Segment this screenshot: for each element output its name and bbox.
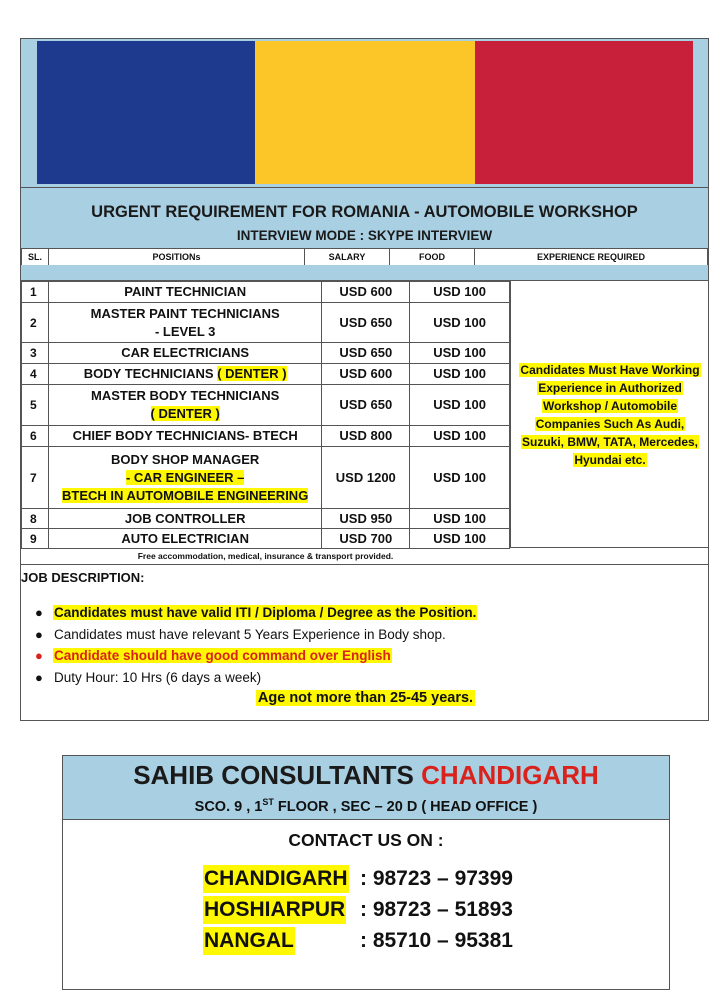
contact-number: : 98723 – 97399 xyxy=(360,867,513,890)
table-header xyxy=(21,248,708,266)
row-salary: USD 600 xyxy=(322,282,410,303)
row-sl: 4 xyxy=(22,364,49,385)
company-address xyxy=(63,797,669,815)
company-name xyxy=(63,760,669,791)
row-position xyxy=(48,364,321,385)
row-food: USD 100 xyxy=(410,447,510,509)
col-food: FOOD xyxy=(390,249,475,266)
list-item xyxy=(35,645,477,667)
experience-cell xyxy=(510,281,708,548)
row-position xyxy=(48,447,321,509)
position-highlight: ( DENTER ) xyxy=(217,366,287,381)
row-sl: 7 xyxy=(22,447,49,509)
benefits-note-spacer xyxy=(510,548,708,565)
job-description-title: JOB DESCRIPTION: xyxy=(21,570,145,585)
table-row xyxy=(22,385,510,426)
col-positions: POSITIONs xyxy=(49,249,305,266)
row-salary: USD 600 xyxy=(322,364,410,385)
row-food: USD 100 xyxy=(410,282,510,303)
page-title: URGENT REQUIREMENT FOR ROMANIA - AUTOMOBILE WORKSHOP xyxy=(91,203,638,221)
row-salary: USD 650 xyxy=(322,385,410,426)
position-highlight: ( DENTER ) xyxy=(150,406,220,421)
flag-stripe-blue xyxy=(37,41,255,184)
row-food: USD 100 xyxy=(410,385,510,426)
table-row xyxy=(22,426,510,447)
position-line: - LEVEL 3 xyxy=(154,323,216,339)
company-band xyxy=(63,756,669,820)
row-salary: USD 800 xyxy=(322,426,410,447)
contact-label: CONTACT US ON : xyxy=(288,830,444,850)
company-city: CHANDIGARH xyxy=(421,760,599,790)
contact-box xyxy=(62,755,670,990)
row-sl: 1 xyxy=(22,282,49,303)
col-salary: SALARY xyxy=(305,249,390,266)
row-sl: 3 xyxy=(22,343,49,364)
contact-city: CHANDIGARH xyxy=(203,865,349,893)
row-salary: USD 700 xyxy=(322,529,410,549)
experience-text xyxy=(513,361,707,469)
bullet-icon: ● xyxy=(35,605,43,620)
table-row xyxy=(22,343,510,364)
list-item xyxy=(35,602,477,624)
row-position: CAR ELECTRICIANS xyxy=(48,343,321,364)
contact-city: HOSHIARPUR xyxy=(203,896,346,924)
row-food: USD 100 xyxy=(410,303,510,343)
row-sl: 9 xyxy=(22,529,49,549)
list-item xyxy=(35,624,477,646)
list-item-text: Candidates must have relevant 5 Years Experience in Body shop. xyxy=(54,626,446,642)
table-row xyxy=(22,303,510,343)
row-food: USD 100 xyxy=(410,426,510,447)
contact-city: NANGAL xyxy=(203,927,295,955)
address-part: FLOOR , SEC – 20 D ( HEAD OFFICE ) xyxy=(273,798,538,815)
contact-number: : 98723 – 51893 xyxy=(360,898,513,921)
row-salary: USD 650 xyxy=(322,303,410,343)
experience-highlight: Candidates Must Have Working Experience in Authorized Workshop / Automobile Companies Such As Audi, Suzuki, BMW, TATA, Mercedes, Hyundai etc. xyxy=(520,363,700,467)
row-position: CHIEF BODY TECHNICIANS- BTECH xyxy=(48,426,321,447)
row-sl: 8 xyxy=(22,509,49,529)
row-position: PAINT TECHNICIAN xyxy=(48,282,321,303)
row-salary: USD 1200 xyxy=(322,447,410,509)
row-food: USD 100 xyxy=(410,364,510,385)
contact-number: : 85710 – 95381 xyxy=(360,929,513,952)
list-item-text: Duty Hour: 10 Hrs (6 days a week) xyxy=(54,669,262,685)
position-line: MASTER PAINT TECHNICIANS xyxy=(90,305,280,321)
table-row xyxy=(22,509,510,529)
row-position: JOB CONTROLLER xyxy=(48,509,321,529)
age-requirement xyxy=(21,689,710,707)
table-row xyxy=(22,529,510,549)
flag-stripe-yellow xyxy=(255,41,475,184)
row-position xyxy=(48,303,321,343)
flag-stripe-red xyxy=(475,41,693,184)
row-salary: USD 650 xyxy=(322,343,410,364)
contact-row xyxy=(203,865,513,893)
address-part: SCO. 9 , 1 xyxy=(194,798,263,815)
bullet-icon: ● xyxy=(35,669,43,685)
list-item-text: Candidate should have good command over English xyxy=(54,648,391,663)
list-item xyxy=(35,667,477,689)
position-highlight: BTECH IN AUTOMOBILE ENGINEERING xyxy=(62,487,309,503)
bullet-icon: ● xyxy=(35,648,43,663)
job-description-list xyxy=(35,602,477,688)
flag-band xyxy=(21,39,708,187)
company-title: SAHIB CONSULTANTS xyxy=(133,760,414,790)
position-line: BODY SHOP MANAGER xyxy=(111,451,260,467)
row-food: USD 100 xyxy=(410,343,510,364)
list-item-text: Candidates must have valid ITI / Diploma / Degree as the Position. xyxy=(54,605,477,620)
row-salary: USD 950 xyxy=(322,509,410,529)
age-text: Age not more than 25-45 years. xyxy=(257,690,474,706)
position-line: MASTER BODY TECHNICIANS xyxy=(91,388,280,403)
table-row xyxy=(22,282,510,303)
position-text: BODY TECHNICIANS xyxy=(83,366,214,381)
row-sl: 2 xyxy=(22,303,49,343)
table-row xyxy=(22,447,510,509)
job-poster xyxy=(20,38,709,721)
row-sl: 6 xyxy=(22,426,49,447)
row-food: USD 100 xyxy=(410,509,510,529)
jobs-table xyxy=(21,281,510,549)
interview-mode: INTERVIEW MODE : SKYPE INTERVIEW xyxy=(236,228,493,243)
row-position xyxy=(48,385,321,426)
table-row xyxy=(22,364,510,385)
row-position: AUTO ELECTRICIAN xyxy=(48,529,321,549)
position-highlight: - CAR ENGINEER – xyxy=(125,469,245,485)
col-experience: EXPERIENCE REQUIRED xyxy=(475,249,708,266)
row-food: USD 100 xyxy=(410,529,510,549)
col-sl: SL. xyxy=(22,249,49,266)
table-separator xyxy=(21,265,708,281)
benefits-note: Free accommodation, medical, insurance & transport provided. xyxy=(21,548,510,565)
title-band xyxy=(21,187,708,248)
contact-row xyxy=(203,927,513,955)
contact-row xyxy=(203,896,513,924)
address-sup: ST xyxy=(262,797,274,807)
bullet-icon: ● xyxy=(35,626,43,642)
row-sl: 5 xyxy=(22,385,49,426)
